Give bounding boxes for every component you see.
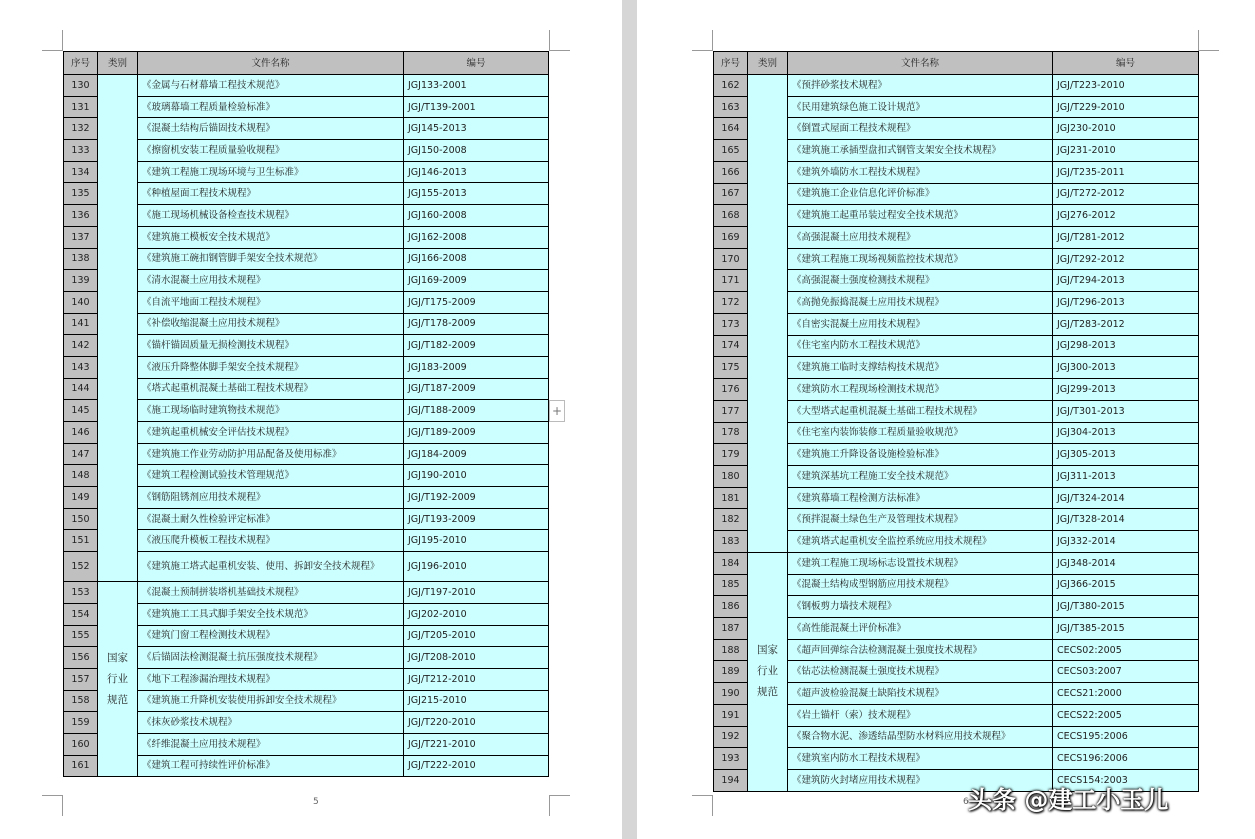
document-code: JGJ311-2013 [1053,465,1199,487]
document-name: 《超声回弹综合法检测混凝土强度技术规程》 [788,639,1053,661]
document-name: 《建筑工程检测试验技术管理规范》 [138,465,404,487]
document-name: 《地下工程渗漏治理技术规程》 [138,668,404,690]
header-category: 类别 [748,52,788,75]
row-number: 163 [714,96,748,118]
header-name: 文件名称 [138,52,404,75]
header-code: 编号 [404,52,549,75]
spec-table-right [713,51,1199,792]
category-cell [98,582,138,777]
document-code: JGJ/T187-2009 [404,378,549,400]
document-name: 《建筑深基坑工程施工安全技术规范》 [788,465,1053,487]
document-name: 《建筑施工模板安全技术规范》 [138,226,404,248]
row-number: 174 [714,335,748,357]
header-no: 序号 [714,52,748,75]
document-code: JGJ/T192-2009 [404,487,549,509]
table-header-row [64,52,549,75]
document-code: JGJ133-2001 [404,75,549,97]
document-name: 《液压升降整体脚手架安全技术规程》 [138,356,404,378]
document-name: 《后锚固法检测混凝土抗压强度技术规程》 [138,647,404,669]
crop-mark [692,30,713,51]
document-name: 《玻璃幕墙工程质量检验标准》 [138,96,404,118]
row-number: 184 [714,552,748,574]
page-number: 6 [963,797,969,807]
document-page-left [0,0,622,839]
crop-mark [42,30,63,51]
document-code: JGJ/T197-2010 [404,582,549,604]
document-name: 《混凝土预制拼装塔机基础技术规程》 [138,582,404,604]
document-name: 《建筑防火封堵应用技术规程》 [788,770,1053,792]
document-name: 《建筑工程施工现场环境与卫生标准》 [138,161,404,183]
document-code: JGJ298-2013 [1053,335,1199,357]
document-code: JGJ/T221-2010 [404,733,549,755]
document-name: 《补偿收缩混凝土应用技术规程》 [138,313,404,335]
document-code: JGJ/T272-2012 [1053,183,1199,205]
document-code: JGJ/T380-2015 [1053,596,1199,618]
row-number: 153 [64,582,98,604]
row-number: 158 [64,690,98,712]
row-number: 135 [64,183,98,205]
category-cell [98,75,138,582]
document-code: JGJ305-2013 [1053,444,1199,466]
document-name: 《建筑起重机械安全评估技术规程》 [138,422,404,444]
document-name: 《建筑幕墙工程检测方法标准》 [788,487,1053,509]
document-code: CECS03:2007 [1053,661,1199,683]
document-code: JGJ160-2008 [404,205,549,227]
row-number: 141 [64,313,98,335]
document-code: JGJ299-2013 [1053,379,1199,401]
row-number: 155 [64,625,98,647]
header-code: 编号 [1053,52,1199,75]
table-header-row [714,52,1199,75]
document-code: JGJ/T208-2010 [404,647,549,669]
document-code: JGJ/T178-2009 [404,313,549,335]
row-number: 186 [714,596,748,618]
document-code: CECS02:2005 [1053,639,1199,661]
header-no: 序号 [64,52,98,75]
table-row [714,75,1199,97]
row-number: 187 [714,617,748,639]
table-row [64,75,549,97]
document-code: JGJ304-2013 [1053,422,1199,444]
row-number: 136 [64,205,98,227]
document-name: 《混凝土结构成型钢筋应用技术规程》 [788,574,1053,596]
row-number: 190 [714,683,748,705]
row-number: 178 [714,422,748,444]
row-number: 140 [64,291,98,313]
row-number: 182 [714,509,748,531]
table-row [714,552,1199,574]
page-number: 5 [313,797,319,807]
row-number: 142 [64,335,98,357]
document-name: 《建筑施工起重吊装过程安全技术规范》 [788,205,1053,227]
document-code: JGJ169-2009 [404,270,549,292]
crop-mark [549,795,570,816]
document-name: 《钢筋阻锈剂应用技术规程》 [138,487,404,509]
document-name: 《钻芯法检测混凝土强度技术规程》 [788,661,1053,683]
document-code: CECS195:2006 [1053,726,1199,748]
document-code: JGJ183-2009 [404,356,549,378]
row-number: 147 [64,443,98,465]
document-code: JGJ155-2013 [404,183,549,205]
document-code: JGJ145-2013 [404,118,549,140]
row-number: 148 [64,465,98,487]
document-name: 《倒置式屋面工程技术规程》 [788,118,1053,140]
category-label: 国家行业规范 [757,644,778,699]
document-code: JGJ/T220-2010 [404,712,549,734]
row-number: 161 [64,755,98,777]
document-name: 《聚合物水泥、渗透结晶型防水材料应用技术规程》 [788,726,1053,748]
document-code: CECS22:2005 [1053,704,1199,726]
document-code: JGJ196-2010 [404,552,549,582]
document-name: 《金属与石材幕墙工程技术规范》 [138,75,404,97]
document-name: 《自密实混凝土应用技术规程》 [788,313,1053,335]
row-number: 171 [714,270,748,292]
document-name: 《建筑防水工程现场检测技术规范》 [788,379,1053,401]
document-code: JGJ162-2008 [404,226,549,248]
document-name: 《预拌混凝土绿色生产及管理技术规程》 [788,509,1053,531]
document-code: JGJ150-2008 [404,140,549,162]
document-name: 《建筑施工升降设备设施检验标准》 [788,444,1053,466]
category-label: 国家行业规范 [107,651,128,706]
document-code: JGJ215-2010 [404,690,549,712]
row-number: 188 [714,639,748,661]
document-code: JGJ/T292-2012 [1053,248,1199,270]
row-number: 169 [714,227,748,249]
document-code: JGJ/T294-2013 [1053,270,1199,292]
document-code: JGJ146-2013 [404,161,549,183]
document-code: CECS196:2006 [1053,748,1199,770]
row-number: 137 [64,226,98,248]
crop-mark [692,795,713,816]
document-code: JGJ/T229-2010 [1053,96,1199,118]
document-name: 《民用建筑绿色施工设计规范》 [788,96,1053,118]
document-code: JGJ184-2009 [404,443,549,465]
document-name: 《种植屋面工程技术规程》 [138,183,404,205]
document-code: JGJ/T235-2011 [1053,161,1199,183]
document-code: JGJ/T324-2014 [1053,487,1199,509]
watermark: 头条 @建工小玉儿 [968,786,1169,814]
document-name: 《高强混凝土强度检测技术规程》 [788,270,1053,292]
row-number: 157 [64,668,98,690]
crop-mark [549,30,570,51]
crop-mark [1198,30,1219,51]
document-code: JGJ/T175-2009 [404,291,549,313]
document-name: 《清水混凝土应用技术规程》 [138,270,404,292]
document-page-right [637,0,1255,839]
row-number: 144 [64,378,98,400]
document-code: JGJ/T281-2012 [1053,227,1199,249]
category-cell [748,552,788,791]
row-number: 162 [714,75,748,97]
row-number: 154 [64,603,98,625]
row-number: 145 [64,400,98,422]
row-number: 189 [714,661,748,683]
row-number: 175 [714,357,748,379]
document-code: JGJ231-2010 [1053,140,1199,162]
category-cell [748,75,788,553]
document-code: JGJ332-2014 [1053,531,1199,553]
document-code: JGJ300-2013 [1053,357,1199,379]
row-number: 194 [714,770,748,792]
row-number: 134 [64,161,98,183]
row-number: 133 [64,140,98,162]
document-name: 《塔式起重机混凝土基础工程技术规程》 [138,378,404,400]
row-number: 176 [714,379,748,401]
row-number: 180 [714,465,748,487]
document-name: 《混凝土耐久性检验评定标准》 [138,508,404,530]
row-number: 156 [64,647,98,669]
document-name: 《建筑施工塔式起重机安装、使用、拆卸安全技术规程》 [138,552,404,582]
document-name: 《建筑施工临时支撑结构技术规范》 [788,357,1053,379]
document-name: 《建筑外墙防水工程技术规程》 [788,161,1053,183]
row-number: 149 [64,487,98,509]
row-number: 152 [64,552,98,582]
document-code: JGJ/T301-2013 [1053,400,1199,422]
document-name: 《预拌砂浆技术规程》 [788,75,1053,97]
row-number: 173 [714,313,748,335]
row-number: 130 [64,75,98,97]
document-name: 《钢板剪力墙技术规程》 [788,596,1053,618]
row-number: 138 [64,248,98,270]
document-name: 《建筑工程可持续性评价标准》 [138,755,404,777]
document-code: JGJ/T188-2009 [404,400,549,422]
row-number: 132 [64,118,98,140]
document-code: JGJ/T189-2009 [404,422,549,444]
document-name: 《纤维混凝土应用技术规程》 [138,733,404,755]
row-number: 151 [64,530,98,552]
document-name: 《建筑施工升降机安装使用拆卸安全技术规程》 [138,690,404,712]
document-name: 《擦窗机安装工程质量验收规程》 [138,140,404,162]
row-number: 192 [714,726,748,748]
document-code: CECS154:2003 [1053,770,1199,792]
row-number: 165 [714,140,748,162]
document-name: 《建筑工程施工现场视频监控技术规范》 [788,248,1053,270]
add-icon[interactable]: + [549,400,565,422]
document-code: JGJ190-2010 [404,465,549,487]
row-number: 168 [714,205,748,227]
document-name: 《高抛免振捣混凝土应用技术规程》 [788,292,1053,314]
document-code: JGJ/T283-2012 [1053,313,1199,335]
document-code: JGJ230-2010 [1053,118,1199,140]
page-gap [622,0,637,839]
document-name: 《锚杆锚固质量无损检测技术规程》 [138,335,404,357]
row-number: 170 [714,248,748,270]
document-code: JGJ/T182-2009 [404,335,549,357]
document-code: JGJ/T385-2015 [1053,617,1199,639]
document-code: JGJ/T223-2010 [1053,75,1199,97]
document-name: 《高性能混凝土评价标准》 [788,617,1053,639]
row-number: 183 [714,531,748,553]
document-name: 《住宅室内防水工程技术规范》 [788,335,1053,357]
document-name: 《大型塔式起重机混凝土基础工程技术规程》 [788,400,1053,422]
row-number: 193 [714,748,748,770]
header-category: 类别 [98,52,138,75]
document-code: JGJ276-2012 [1053,205,1199,227]
document-name: 《建筑工程施工现场标志设置技术规程》 [788,552,1053,574]
row-number: 150 [64,508,98,530]
row-number: 164 [714,118,748,140]
row-number: 139 [64,270,98,292]
row-number: 172 [714,292,748,314]
row-number: 179 [714,444,748,466]
document-name: 《抹灰砂浆技术规程》 [138,712,404,734]
row-number: 191 [714,704,748,726]
table-row [64,582,549,604]
document-name: 《建筑施工承插型盘扣式钢管支架安全技术规程》 [788,140,1053,162]
document-name: 《建筑门窗工程检测技术规程》 [138,625,404,647]
spec-table-left [63,51,549,777]
document-code: JGJ/T328-2014 [1053,509,1199,531]
document-code: JGJ/T139-2001 [404,96,549,118]
row-number: 181 [714,487,748,509]
document-code: JGJ348-2014 [1053,552,1199,574]
row-number: 177 [714,400,748,422]
document-name: 《建筑塔式起重机安全监控系统应用技术规程》 [788,531,1053,553]
row-number: 160 [64,733,98,755]
document-name: 《施工现场机械设备检查技术规程》 [138,205,404,227]
document-code: JGJ202-2010 [404,603,549,625]
document-name: 《自流平地面工程技术规程》 [138,291,404,313]
document-name: 《建筑室内防水工程技术规程》 [788,748,1053,770]
document-name: 《超声波检验混凝土缺陷技术规程》 [788,683,1053,705]
document-code: JGJ366-2015 [1053,574,1199,596]
document-name: 《高强混凝土应用技术规程》 [788,227,1053,249]
row-number: 159 [64,712,98,734]
row-number: 166 [714,161,748,183]
document-name: 《建筑施工工具式脚手架安全技术规范》 [138,603,404,625]
row-number: 131 [64,96,98,118]
document-code: JGJ166-2008 [404,248,549,270]
crop-mark [42,795,63,816]
document-name: 《液压爬升模板工程技术规程》 [138,530,404,552]
document-code: JGJ/T205-2010 [404,625,549,647]
document-name: 《建筑施工作业劳动防护用品配备及使用标准》 [138,443,404,465]
header-name: 文件名称 [788,52,1053,75]
document-code: JGJ/T193-2009 [404,508,549,530]
document-code: JGJ/T296-2013 [1053,292,1199,314]
row-number: 143 [64,356,98,378]
document-code: JGJ/T222-2010 [404,755,549,777]
document-name: 《建筑施工企业信息化评价标准》 [788,183,1053,205]
document-name: 《岩土锚杆（索）技术规程》 [788,704,1053,726]
document-code: JGJ195-2010 [404,530,549,552]
row-number: 185 [714,574,748,596]
document-name: 《施工现场临时建筑物技术规范》 [138,400,404,422]
document-name: 《混凝土结构后锚固技术规程》 [138,118,404,140]
document-name: 《建筑施工碗扣钢管脚手架安全技术规范》 [138,248,404,270]
document-name: 《住宅室内装饰装修工程质量验收规范》 [788,422,1053,444]
document-code: JGJ/T212-2010 [404,668,549,690]
document-code: CECS21:2000 [1053,683,1199,705]
row-number: 146 [64,422,98,444]
row-number: 167 [714,183,748,205]
